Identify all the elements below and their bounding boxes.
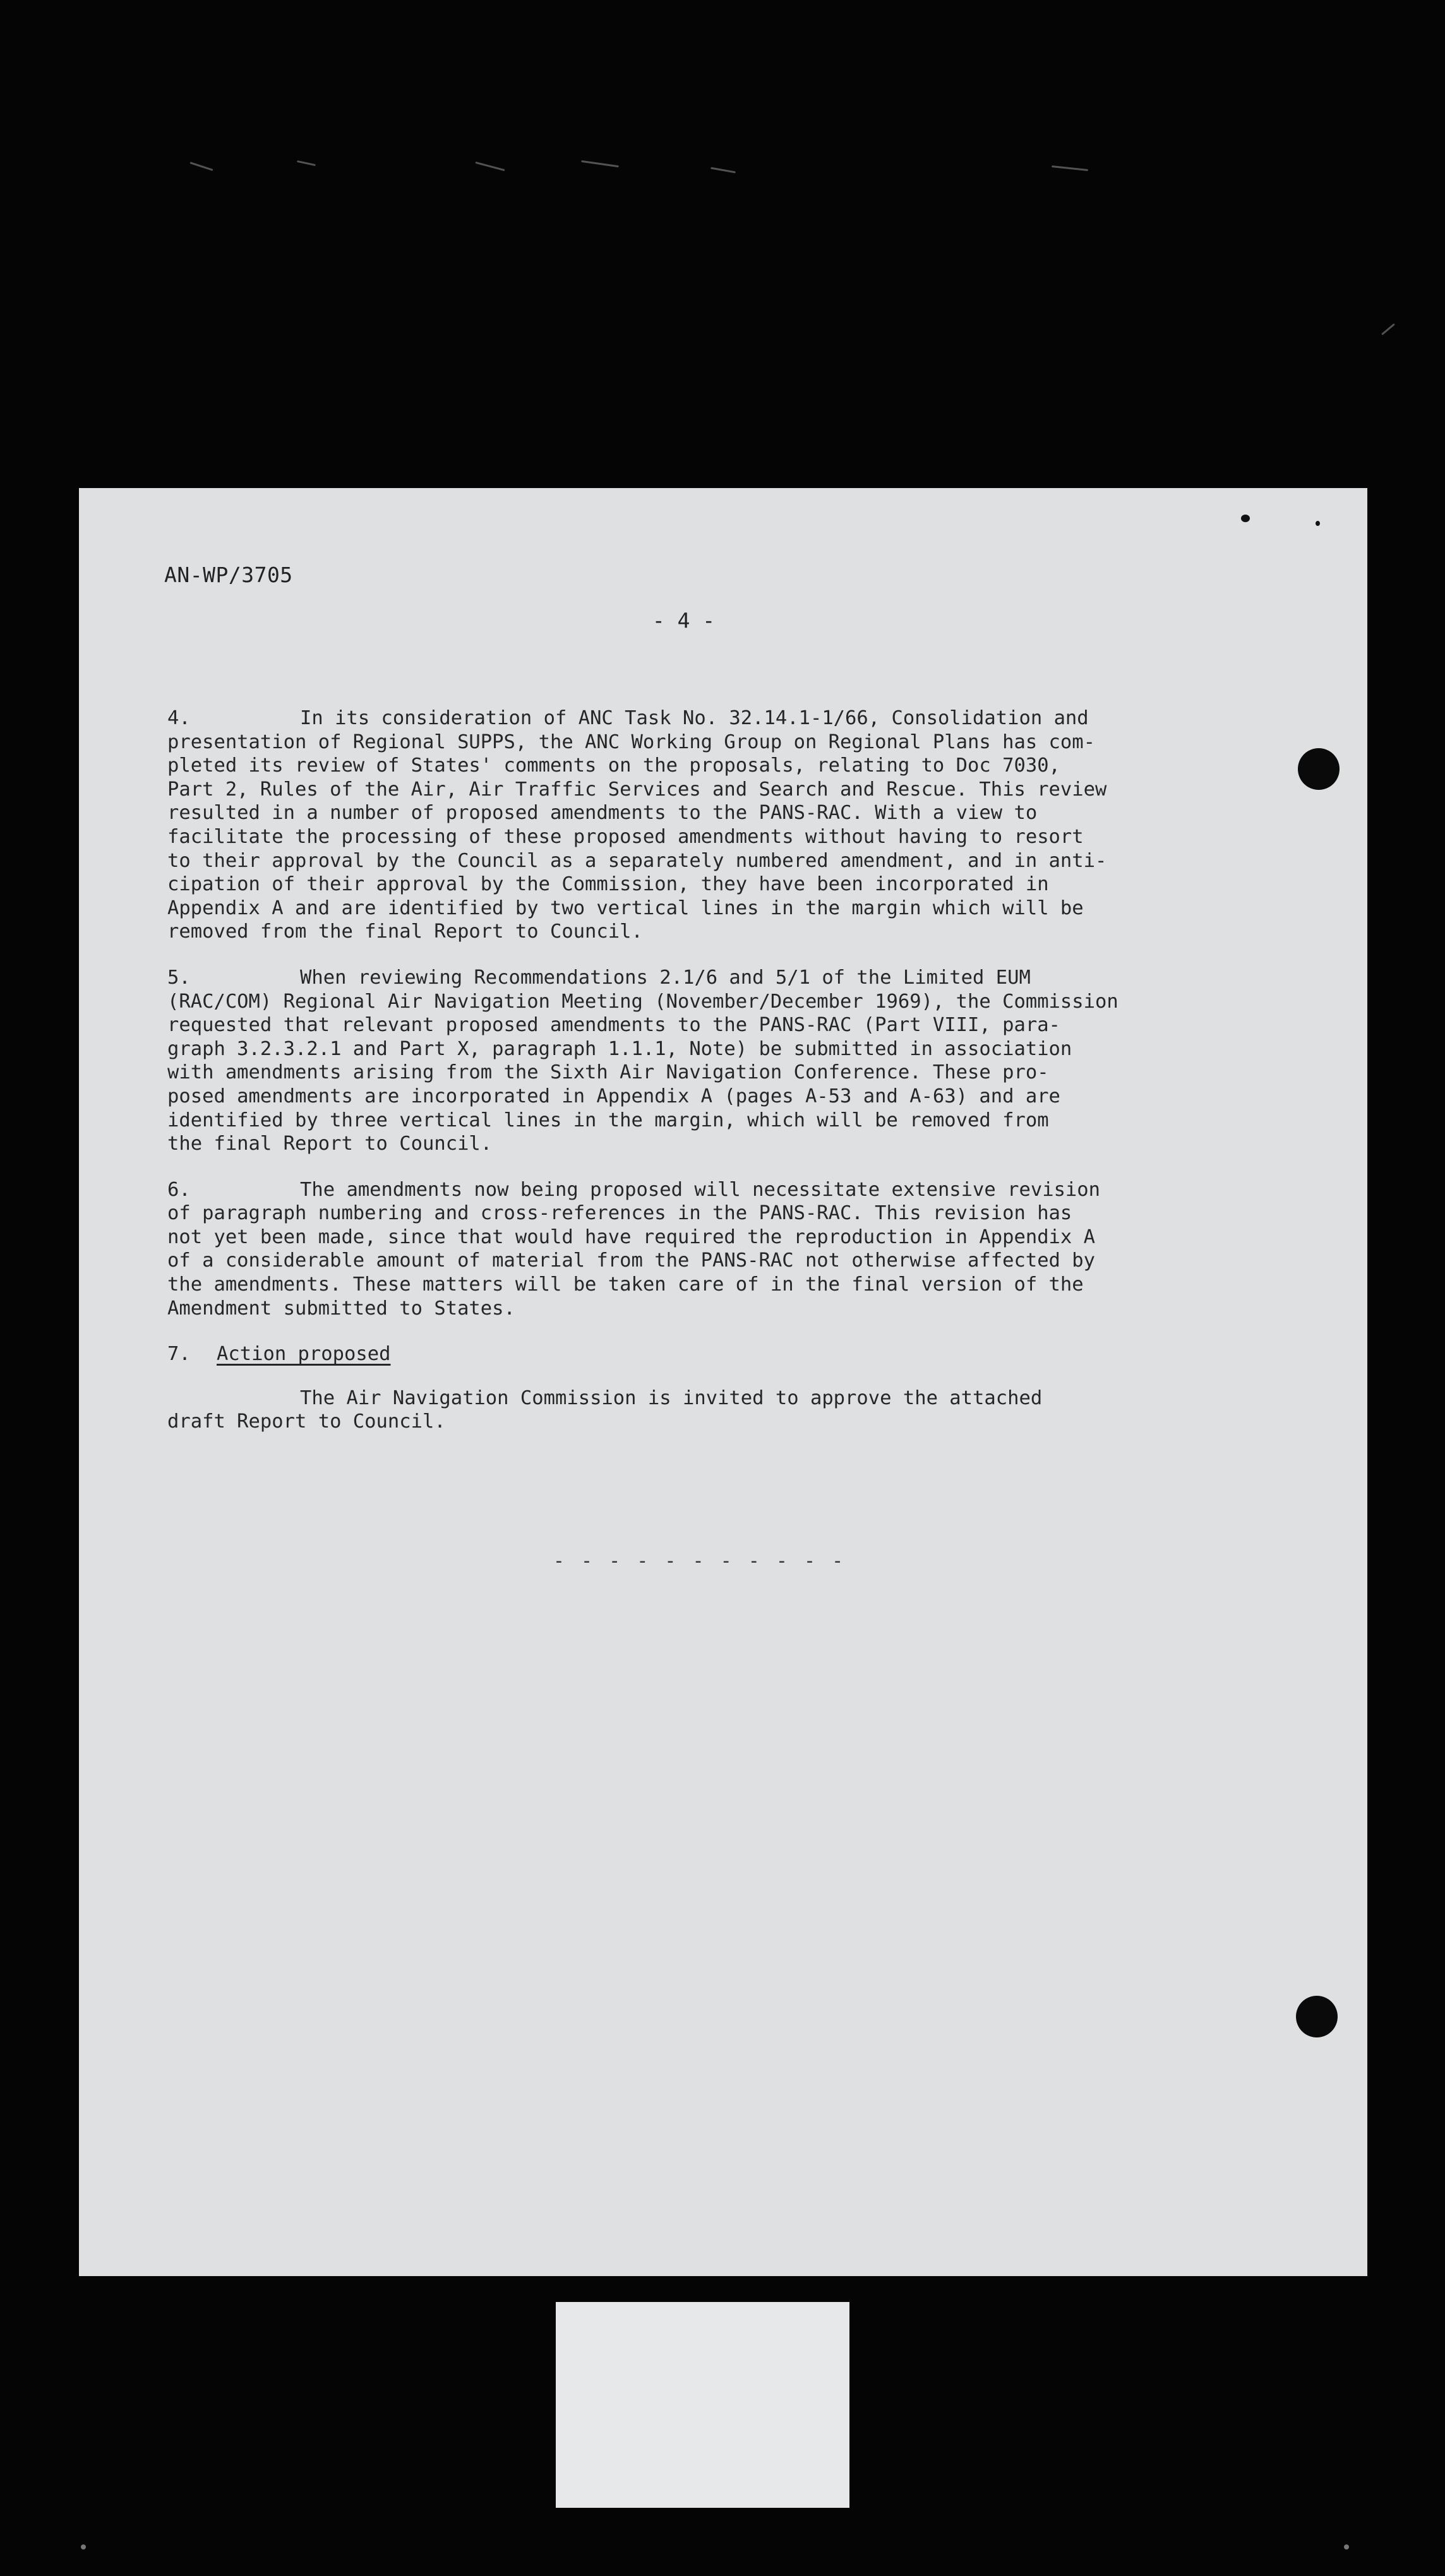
section-heading (167, 1342, 1241, 1366)
paragraph-text: In its consideration of ANC Task No. 32.14.1-1/66, Consolidation and presentation of Regional SUPPS, the ANC Working Group on Regional Plans has com- pleted its review of States' comments on the proposals, relating to Doc 7030, Part 2, Rules of the Air, Air Traffic Services and Search and Rescue. This review resulted in a number of proposed amendments to the PANS-RAC. With a view to facilitate the processing of these proposed amendments without having to resort to their approval by the Council as a separately numbered amendment, and in anti- cipation of their approval by the Commission, they have been incorporated in Appendix A and are identified by two vertical lines in the margin which will be removed from the final Report to Council. (167, 707, 1107, 943)
document-page (79, 488, 1367, 2276)
paragraph-6 (167, 1178, 1241, 1321)
film-edge-mark (81, 2544, 86, 2549)
film-streak (189, 162, 213, 171)
section-number: 7. (167, 1343, 191, 1366)
punch-hole (1298, 748, 1340, 790)
document-reference: AN-WP/3705 (164, 563, 293, 587)
calibration-card (556, 2302, 849, 2508)
film-streak (1381, 323, 1395, 335)
film-streak (1052, 165, 1088, 171)
film-edge-mark (1344, 2544, 1349, 2549)
end-divider: - - - - - - - - - - - (553, 1550, 846, 1572)
corner-mark (1316, 521, 1320, 526)
film-streak (581, 160, 619, 167)
paragraph-number: 6. (167, 1178, 191, 1201)
page-number: - 4 - (652, 608, 716, 633)
paragraph-4 (167, 707, 1241, 944)
paragraph-text: When reviewing Recommendations 2.1/6 and 5/1 of the Limited EUM (RAC/COM) Regional Air Navigation Meeting (November/December 1969), the Commission requested that relevant proposed amendments to the PANS-RAC (Part VIII, para- graph 3.2.3.2.1 and Part X, paragraph 1.1.1, Note) be submitted in association with amendments arising from the Sixth Air Navigation Conference. These pro- posed amendments are incorporated in Appendix A (pages A-53 and A-63) and are identified by three vertical lines in the margin, which will be removed from the final Report to Council. (167, 966, 1118, 1155)
paragraph-number: 4. (167, 707, 191, 729)
section-text: The Air Navigation Commission is invited to approve the attached draft Report to Council. (167, 1386, 1043, 1433)
film-streak (297, 160, 316, 166)
corner-mark (1241, 515, 1250, 522)
paragraph-text: The amendments now being proposed will necessitate extensive revision of paragraph numbering and cross-references in the PANS-RAC. This revision has not yet been made, since that would have required the reproduction in Appendix A of a considerable amount of material from the PANS-RAC not otherwise affected by the amendments. These matters will be taken care of in the final version of the Amendment submitted to States. (167, 1178, 1101, 1320)
film-streak (475, 162, 505, 171)
punch-hole (1296, 1996, 1338, 2037)
paragraph-number: 5. (167, 966, 191, 989)
document-body (167, 707, 1241, 1434)
paragraph-5 (167, 966, 1241, 1156)
film-streak (711, 167, 736, 174)
section-title: Action proposed (217, 1343, 391, 1366)
